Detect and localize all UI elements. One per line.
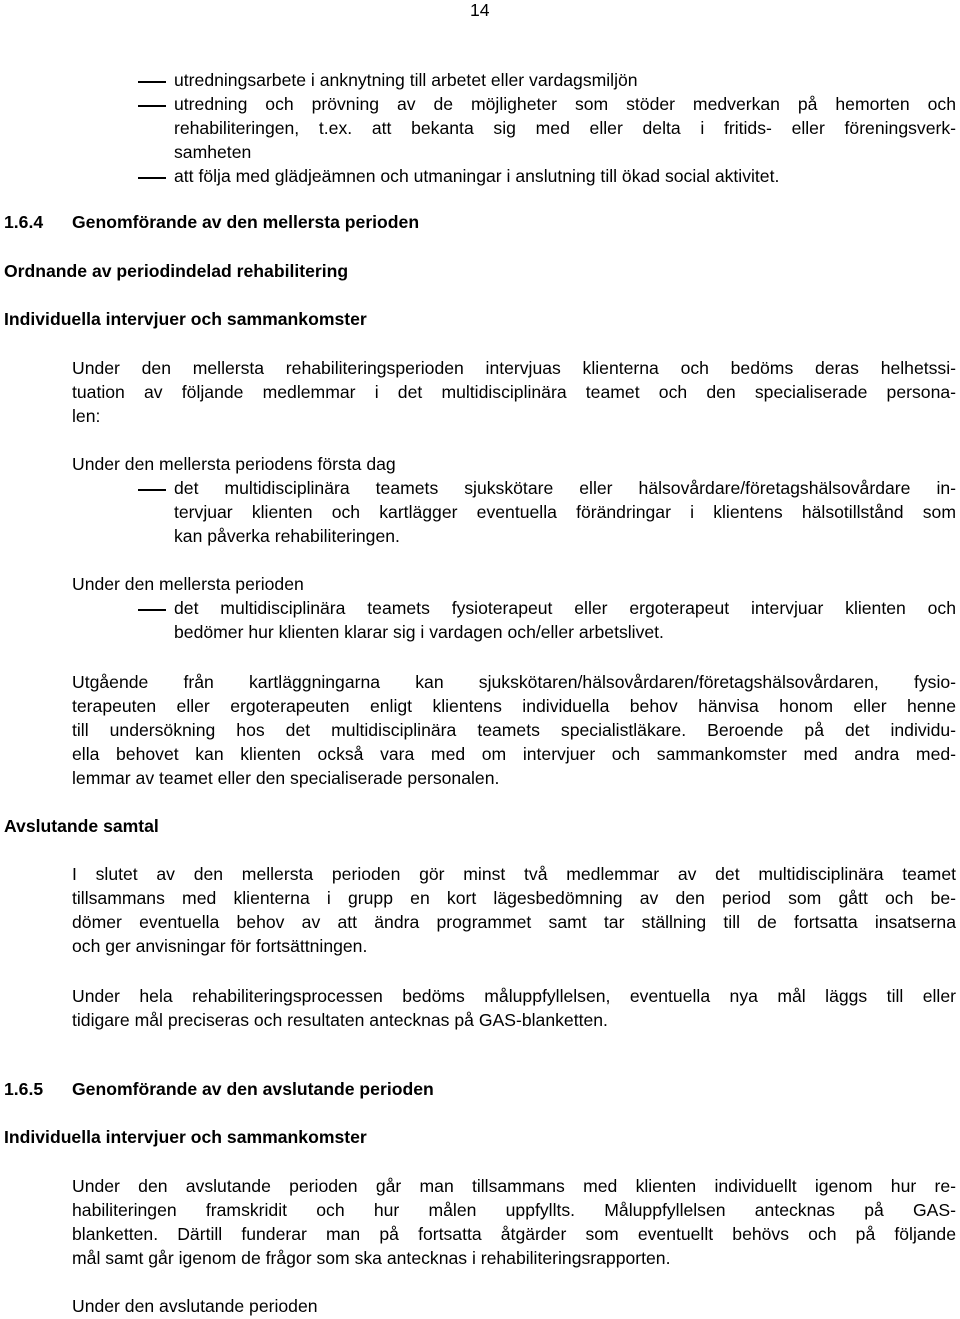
list-dash xyxy=(138,609,166,611)
list-item-line: kan påverka rehabiliteringen. xyxy=(174,526,400,546)
subheading: Individuella intervjuer och sammankomster xyxy=(4,309,367,329)
paragraph-line: till undersökning hos det multidisciplinära teamets specialistläkare. Beroende på det individu- xyxy=(72,720,956,740)
list-item-line: det multidisciplinära teamets fysioterapeut eller ergoterapeut intervjuar klienten och xyxy=(174,598,956,618)
list-dash xyxy=(138,81,166,83)
subheading: Ordnande av periodindelad rehabilitering xyxy=(4,261,349,281)
paragraph-line: Utgående från kartläggningarna kan sjukskötaren/hälsovårdaren/företagshälsovårdaren, fysio- xyxy=(72,672,956,692)
paragraph-line: Under hela rehabiliteringsprocessen bedöms måluppfyllelsen, eventuella nya mål läggs till eller xyxy=(72,986,956,1006)
list-item: utredningsarbete i anknytning till arbetet eller vardagsmiljön xyxy=(174,70,638,90)
paragraph-line: dömer eventuella behov av att ändra programmet samt tar ställning till de fortsatta insatserna xyxy=(72,912,956,932)
paragraph-line: blanketten. Därtill funderar man på fortsatta åtgärder som eventuellt behövs och på följande xyxy=(72,1224,956,1244)
paragraph-line: len: xyxy=(72,406,101,426)
list-dash xyxy=(138,105,166,107)
paragraph-line: lemmar av teamet eller den specialiserade personalen. xyxy=(72,768,500,788)
section-number: 1.6.5 xyxy=(4,1079,44,1099)
section-title: Genomförande av den avslutande perioden xyxy=(72,1079,434,1099)
section-title: Genomförande av den mellersta perioden xyxy=(72,212,420,232)
list-dash xyxy=(138,177,166,179)
list-item-line: tervjuar klienten och kartlägger eventuella förändringar i klientens hälsotillstånd som xyxy=(174,502,956,522)
paragraph-line: och ger anvisningar för fortsättningen. xyxy=(72,936,368,956)
section-number: 1.6.4 xyxy=(4,212,44,232)
list-item-line: bedömer hur klienten klarar sig i vardagen och/eller arbetslivet. xyxy=(174,622,664,642)
subheading: Individuella intervjuer och sammankomster xyxy=(4,1127,367,1147)
paragraph-line: I slutet av den mellersta perioden gör minst två medlemmar av det multidisciplinära teamet xyxy=(72,864,956,884)
during-label: Under den mellersta perioden xyxy=(72,574,304,594)
list-item: samheten xyxy=(174,142,252,162)
closing-heading: Avslutande samtal xyxy=(4,816,159,836)
last-label: Under den avslutande perioden xyxy=(72,1296,318,1316)
paragraph-line: ella behovet kan klienten också vara med om intervjuer och sammankomster med andra med- xyxy=(72,744,956,764)
paragraph-line: terapeuten eller ergoterapeuten enligt klientens individuella behov hänvisa honom eller henne xyxy=(72,696,956,716)
list-item: utredning och prövning av de möjligheter som stöder medverkan på hemorten och xyxy=(174,94,956,114)
paragraph-line: Under den mellersta rehabiliteringsperioden intervjuas klienterna och bedöms deras helhetssi- xyxy=(72,358,956,378)
list-item: rehabiliteringen, t.ex. att bekanta sig med eller delta i fritids- eller föreningsverk- xyxy=(174,118,956,138)
list-dash xyxy=(138,489,166,491)
page-number: 14 xyxy=(470,0,490,20)
paragraph-line: Under den avslutande perioden går man tillsammans med klienten individuellt igenom hur re- xyxy=(72,1176,956,1196)
paragraph-line: mål samt går igenom de frågor som ska antecknas i rehabiliteringsrapporten. xyxy=(72,1248,671,1268)
paragraph-line: habiliteringen framskridit och hur målen uppfyllts. Måluppfyllelsen antecknas på GAS- xyxy=(72,1200,956,1220)
list-item: att följa med glädjeämnen och utmaningar i anslutning till ökad social aktivitet. xyxy=(174,166,780,186)
paragraph-line: tillsammans med klienterna i grupp en kort lägesbedömning av den period som gått och be- xyxy=(72,888,956,908)
paragraph-line: tuation av följande medlemmar i det multidisciplinära teamet och den specialiserade persona- xyxy=(72,382,956,402)
first-day-label: Under den mellersta periodens första dag xyxy=(72,454,396,474)
list-item-line: det multidisciplinära teamets sjukskötare eller hälsovårdare/företagshälsovårdare in- xyxy=(174,478,956,498)
paragraph-line: tidigare mål preciseras och resultaten antecknas på GAS-blanketten. xyxy=(72,1010,608,1030)
